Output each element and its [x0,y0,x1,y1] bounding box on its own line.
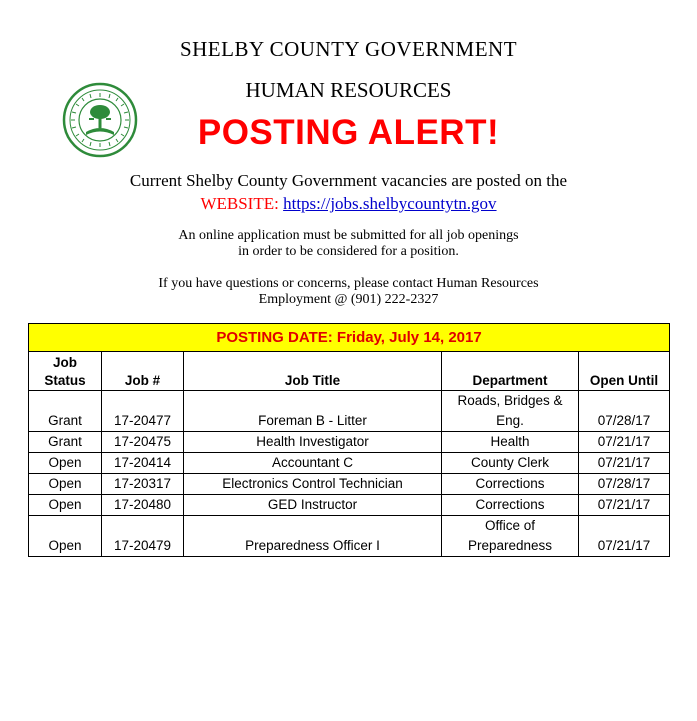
table-row [29,453,670,474]
job-status: Grant [29,432,102,453]
job-status: Open [29,516,102,557]
job-department [442,516,579,557]
posting-alert-heading: POSTING ALERT! [197,113,500,152]
job-title: Accountant C [184,453,442,474]
job-status: Open [29,453,102,474]
job-number: 17-20479 [102,516,184,557]
application-notice-line1: An online application must be submitted for all job openings [178,228,519,243]
department-line2: Preparedness [467,538,553,553]
table-row [29,516,670,557]
job-open-until: 07/21/17 [579,453,670,474]
column-header-job-number: Job # [102,352,184,391]
job-postings-table [28,323,670,557]
job-number: 17-20477 [102,391,184,432]
organization-title: SHELBY COUNTY GOVERNMENT [179,37,518,61]
job-open-until: 07/28/17 [579,474,670,495]
table-row [29,474,670,495]
department-title: HUMAN RESOURCES [245,78,452,102]
job-status: Grant [29,391,102,432]
website-label: WEBSITE: [200,194,279,213]
job-status: Open [29,474,102,495]
application-notice-line2: in order to be considered for a position. [238,244,459,259]
vacancies-notice: Current Shelby County Government vacancies are posted on the [129,171,568,190]
column-header-department: Department [442,352,579,391]
contact-notice-line1: If you have questions or concerns, please contact Human Resources [158,276,539,291]
table-row [29,391,670,432]
column-header-job-status [29,352,102,391]
table-row [29,495,670,516]
department-line1: Office of [484,518,536,533]
posting-date-banner: POSTING DATE: Friday, July 14, 2017 [29,324,670,352]
job-department [442,391,579,432]
website-line [0,194,697,214]
job-number: 17-20414 [102,453,184,474]
job-open-until: 07/21/17 [579,432,670,453]
website-link[interactable]: https://jobs.shelbycountytn.gov [283,194,497,213]
job-department: Corrections [442,495,579,516]
job-title: Health Investigator [184,432,442,453]
table-row [29,432,670,453]
job-title: GED Instructor [184,495,442,516]
job-title: Electronics Control Technician [184,474,442,495]
job-number: 17-20475 [102,432,184,453]
job-open-until: 07/21/17 [579,495,670,516]
job-title: Foreman B - Litter [184,391,442,432]
column-header-job-title: Job Title [184,352,442,391]
job-department: County Clerk [442,453,579,474]
job-open-until: 07/28/17 [579,391,670,432]
column-header-open-until: Open Until [579,352,670,391]
job-number: 17-20480 [102,495,184,516]
job-title: Preparedness Officer I [184,516,442,557]
job-open-until: 07/21/17 [579,516,670,557]
job-department: Health [442,432,579,453]
department-line1: Roads, Bridges & [457,393,563,408]
job-status-header-line1: Job [52,355,77,370]
contact-notice-line2: Employment @ (901) 222-2327 [258,292,439,307]
job-status: Open [29,495,102,516]
job-department: Corrections [442,474,579,495]
job-status-header-line2: Status [44,373,86,388]
job-number: 17-20317 [102,474,184,495]
department-line2: Eng. [496,413,524,428]
